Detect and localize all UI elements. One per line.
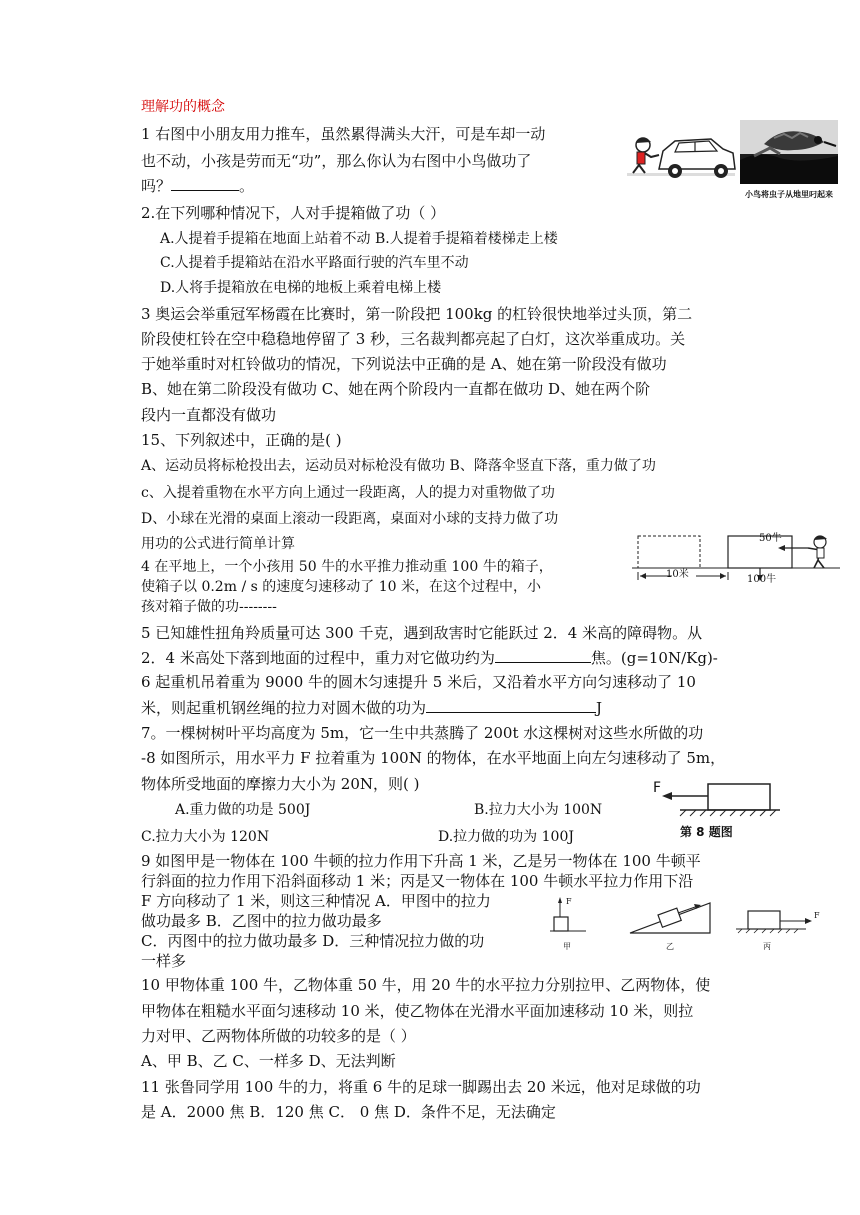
q7-line1: 7。一棵树树叶平均高度为 5m，它一生中共蒸腾了 200t 水这棵树对这些水所做的功 (141, 724, 704, 742)
q8-force-label: F (653, 780, 662, 796)
q15-stem: 15、下列叙述中，正确的是( ) (141, 431, 342, 449)
q2-options-ab: A.人提着手提箱在地面上站着不动 B.人提着手提箱着楼梯走上楼 (160, 231, 558, 247)
q11-line1: 11 张鲁同学用 100 牛的力，将重 6 牛的足球一脚踢出去 20 米远，他对足球做的功 (141, 1078, 701, 1096)
q9-line5: C．丙图中的拉力做功最多 D．三种情况拉力做的功 (141, 932, 485, 950)
q8-figure-caption: 第 8 题图 (680, 825, 733, 839)
q4-weight-label: 100牛 (747, 574, 777, 585)
q10-options: A、甲 B、乙 C、一样多 D、无法判断 (141, 1052, 396, 1070)
q8-block-pull-diagram (650, 780, 782, 818)
q2-stem: 2.在下列哪种情况下，人对手提箱做了功（ ） (141, 204, 446, 222)
q10-line3: 力对甲、乙两物体所做的功较多的是（ ） (141, 1027, 416, 1045)
q5-text-a: 2．4 米高处下落到地面的过程中，重力对它做功约为 (141, 649, 495, 667)
q3-line5: 段内一直都没有做功 (141, 406, 277, 424)
q4-line1: 4 在平地上，一个小孩用 50 牛的水平推力推动重 100 牛的箱子， (141, 559, 553, 575)
q4-box-push-diagram (632, 528, 840, 586)
q1-line3 (141, 176, 254, 196)
q6-answer-blank[interactable] (426, 698, 596, 713)
q5-line1: 5 已知雄性扭角羚质量可达 300 千克，遇到敌害时它能跃过 2．4 米高的障碍物。从 (141, 624, 703, 642)
q9-fig-jia-label: 甲 (563, 942, 571, 951)
q5-line2 (141, 648, 718, 668)
q8-option-b: B.拉力大小为 100N (474, 802, 603, 818)
q3-line3: 于她举重时对杠铃做功的情况，下列说法中正确的是 A、她在第一阶段没有做功 (141, 355, 667, 373)
q9-three-cases-diagram (550, 893, 830, 948)
q1-answer-blank[interactable] (171, 176, 239, 191)
q11-line2: 是 A．2000 焦 B．120 焦 C． 0 焦 D．条件不足，无法确定 (141, 1103, 556, 1121)
q5-answer-blank[interactable] (495, 648, 591, 663)
q9-line2: 行斜面的拉力作用下沿斜面移动 1 米；丙是又一物体在 100 牛顿水平拉力作用下沿 (141, 872, 694, 890)
q4-line3: 孩对箱子做的功-------- (141, 599, 277, 615)
q15-option-c: c、入提着重物在水平方向上通过一段距离，人的提力对重物做了功 (141, 485, 555, 501)
q9-fig-bing-label: 丙 (763, 942, 771, 951)
section-heading-concept: 理解功的概念 (141, 99, 225, 115)
q2-option-c: C.人提着手提箱站在沿水平路面行驶的汽车里不动 (160, 255, 469, 271)
q1-line2: 也不动，小孩是劳而无“功”，那么你认为右图中小鸟做功了 (141, 152, 532, 170)
q9-line4: 做功最多 B．乙图中的拉力做功最多 (141, 912, 382, 930)
q3-line4: B、她在第二阶段没有做功 C、她在两个阶段内一直都在做功 D、她在两个阶 (141, 380, 651, 398)
q8-option-c: C.拉力大小为 120N (141, 829, 270, 845)
bird-photo-caption: 小鸟将虫子从地里叼起来 (745, 190, 833, 199)
q4-line2: 使箱子以 0.2m / s 的速度匀速移动了 10 米，在这个过程中，小 (141, 579, 541, 595)
q8-option-a: A.重力做的功是 500J (175, 802, 311, 818)
q9-line3: F 方向移动了 1 米，则这三种情况 A．甲图中的拉力 (141, 892, 491, 910)
q15-option-d: D、小球在光滑的桌面上滚动一段距离，桌面对小球的支持力做了功 (141, 511, 559, 527)
q6-line1: 6 起重机吊着重为 9000 牛的圆木匀速提升 5 米后，又沿着水平方向匀速移动了 10 (141, 673, 696, 691)
q6-text-a: 米，则起重机钢丝绳的拉力对圆木做的功为 (141, 699, 427, 717)
q9-fig-bing-force: F (814, 911, 820, 920)
q9-line1: 9 如图甲是一物体在 100 牛顿的拉力作用下升高 1 米，乙是另一物体在 100 牛顿平 (141, 852, 701, 870)
q3-line1: 3 奥运会举重冠军杨霞在比赛时，第一阶段把 100kg 的杠铃很快地举过头顶，第二 (141, 305, 693, 323)
q9-fig-jia-force: F (566, 897, 572, 906)
q4-distance-label: 10米 (666, 569, 689, 580)
q15-options-ab: A、运动员将标枪投出去，运动员对标枪没有做功 B、降落伞竖直下落，重力做了功 (141, 458, 656, 474)
q2-option-d: D.人将手提箱放在电梯的地板上乘着电梯上楼 (160, 280, 442, 296)
bird-worm-photo (740, 120, 838, 184)
q9-line6: 一样多 (141, 952, 187, 970)
q6-line2 (141, 698, 602, 718)
q8-option-d: D.拉力做的功为 100J (438, 829, 574, 845)
q5-text-b: 焦。(g=10N/Kg)- (590, 649, 718, 667)
child-pushing-car-illustration (625, 125, 737, 191)
q10-line1: 10 甲物体重 100 牛，乙物体重 50 牛，用 20 牛的水平拉力分别拉甲、乙两物体，使 (141, 976, 711, 994)
q6-text-b: J (596, 699, 603, 717)
q1-text-a: 吗？ (141, 177, 172, 195)
q1-line1: 1 右图中小朋友用力推车，虽然累得满头大汗，可是车却一动 (141, 125, 546, 143)
q3-line2: 阶段使杠铃在空中稳稳地停留了 3 秒，三名裁判都亮起了白灯，这次举重成功。关 (141, 330, 686, 348)
q4-force-label: 50牛 (759, 533, 782, 544)
q9-fig-yi-label: 乙 (666, 942, 674, 951)
q10-line2: 甲物体在粗糙水平面匀速移动 10 米，使乙物体在光滑水平面加速移动 10 米，则拉 (141, 1002, 694, 1020)
q8-line2: 物体所受地面的摩擦力大小为 20N，则( ) (141, 775, 420, 793)
section-heading-formula: 用功的公式进行简单计算 (141, 536, 295, 552)
q1-text-b: 。 (239, 177, 255, 195)
q8-line1: -8 如图所示，用水平力 F 拉着重为 100N 的物体，在水平地面上向左匀速移动了 5m， (141, 749, 726, 767)
